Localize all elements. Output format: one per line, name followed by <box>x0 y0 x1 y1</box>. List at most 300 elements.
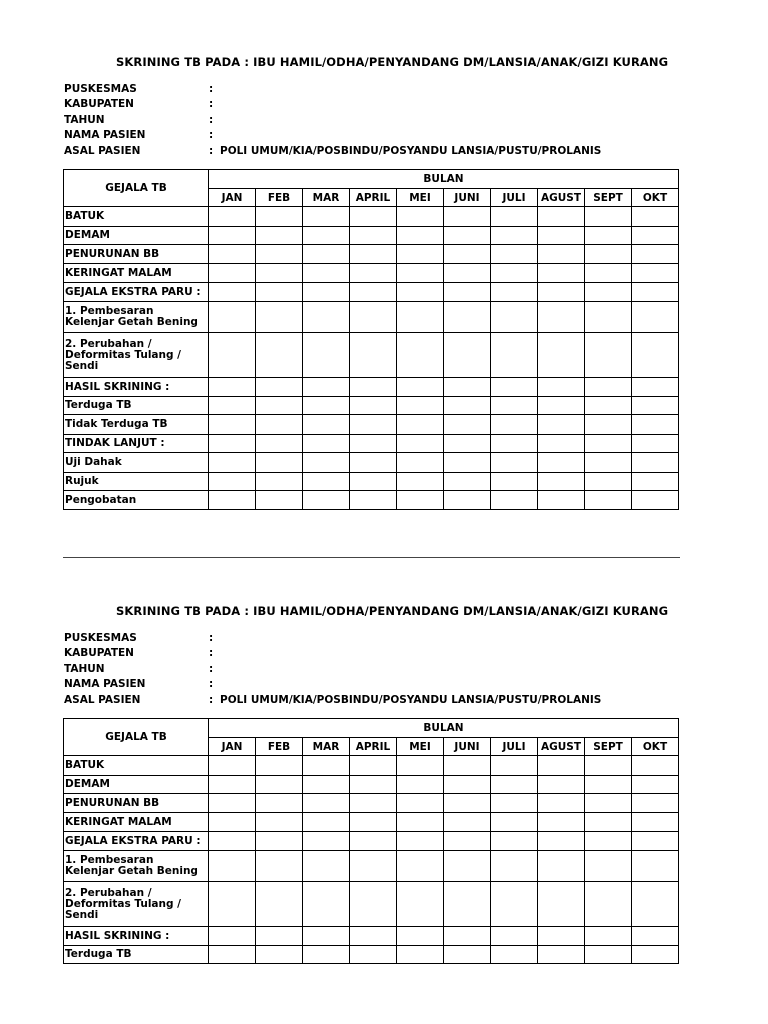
month-header: JUNI <box>444 189 491 207</box>
entry-cell[interactable] <box>303 378 350 397</box>
entry-cell[interactable] <box>632 264 679 283</box>
entry-cell[interactable] <box>256 207 303 227</box>
entry-cell[interactable] <box>209 245 256 264</box>
entry-cell[interactable] <box>209 756 256 776</box>
entry-cell[interactable] <box>491 264 538 283</box>
field-colon: : <box>209 113 214 126</box>
entry-cell[interactable] <box>444 245 491 264</box>
entry-cell[interactable] <box>538 264 585 283</box>
months-header: BULAN <box>209 719 679 738</box>
row-label: TINDAK LANJUT : <box>64 435 209 453</box>
entry-cell[interactable] <box>350 227 397 245</box>
entry-cell[interactable] <box>632 207 679 227</box>
entry-cell[interactable] <box>397 207 444 227</box>
month-header: JUNI <box>444 738 491 756</box>
entry-cell[interactable] <box>585 264 632 283</box>
entry-cell[interactable] <box>444 333 491 378</box>
entry-cell[interactable] <box>491 227 538 245</box>
entry-cell[interactable] <box>350 813 397 832</box>
entry-cell[interactable] <box>585 491 632 510</box>
entry-cell[interactable] <box>538 832 585 851</box>
entry-cell[interactable] <box>256 397 303 415</box>
entry-cell[interactable] <box>397 435 444 453</box>
entry-cell[interactable] <box>538 491 585 510</box>
entry-cell[interactable] <box>303 415 350 435</box>
entry-cell[interactable] <box>491 832 538 851</box>
row-label: 1. Pembesaran Kelenjar Getah Bening <box>64 851 209 882</box>
table-row <box>64 378 679 397</box>
entry-cell[interactable] <box>538 776 585 794</box>
entry-cell[interactable] <box>585 813 632 832</box>
entry-cell[interactable] <box>350 333 397 378</box>
entry-cell[interactable] <box>538 756 585 776</box>
entry-cell[interactable] <box>491 283 538 302</box>
row-label: BATUK <box>64 207 209 227</box>
entry-cell[interactable] <box>397 397 444 415</box>
table-row <box>64 415 679 435</box>
entry-cell[interactable] <box>303 245 350 264</box>
entry-cell[interactable] <box>538 435 585 453</box>
entry-cell[interactable] <box>209 415 256 435</box>
entry-cell[interactable] <box>303 435 350 453</box>
entry-cell[interactable] <box>491 927 538 946</box>
entry-cell[interactable] <box>444 453 491 473</box>
entry-cell[interactable] <box>256 435 303 453</box>
entry-cell[interactable] <box>209 776 256 794</box>
entry-cell[interactable] <box>444 302 491 333</box>
entry-cell[interactable] <box>256 378 303 397</box>
entry-cell[interactable] <box>350 415 397 435</box>
entry-cell[interactable] <box>397 264 444 283</box>
field-colon: : <box>209 98 214 111</box>
entry-cell[interactable] <box>397 927 444 946</box>
entry-cell[interactable] <box>397 794 444 813</box>
table-row <box>64 264 679 283</box>
entry-cell[interactable] <box>585 473 632 491</box>
entry-cell[interactable] <box>350 302 397 333</box>
entry-cell[interactable] <box>585 453 632 473</box>
month-header: MEI <box>397 189 444 207</box>
entry-cell[interactable] <box>209 832 256 851</box>
entry-cell[interactable] <box>491 453 538 473</box>
entry-cell[interactable] <box>491 491 538 510</box>
entry-cell[interactable] <box>209 207 256 227</box>
entry-cell[interactable] <box>350 473 397 491</box>
entry-cell[interactable] <box>303 453 350 473</box>
field-label: TAHUN <box>64 113 105 126</box>
month-header: JAN <box>209 738 256 756</box>
row-label: KERINGAT MALAM <box>64 813 209 832</box>
entry-cell[interactable] <box>444 227 491 245</box>
entry-cell[interactable] <box>632 333 679 378</box>
entry-cell[interactable] <box>632 302 679 333</box>
entry-cell[interactable] <box>209 453 256 473</box>
entry-cell[interactable] <box>303 776 350 794</box>
table-row <box>64 813 679 832</box>
entry-cell[interactable] <box>444 756 491 776</box>
entry-cell[interactable] <box>256 491 303 510</box>
entry-cell[interactable] <box>444 207 491 227</box>
entry-cell[interactable] <box>585 756 632 776</box>
entry-cell[interactable] <box>632 473 679 491</box>
entry-cell[interactable] <box>209 435 256 453</box>
entry-cell[interactable] <box>444 491 491 510</box>
entry-cell[interactable] <box>256 415 303 435</box>
entry-cell[interactable] <box>585 207 632 227</box>
entry-cell[interactable] <box>444 882 491 927</box>
entry-cell[interactable] <box>632 882 679 927</box>
entry-cell[interactable] <box>444 264 491 283</box>
table-row <box>64 207 679 227</box>
month-header: APRIL <box>350 189 397 207</box>
month-header: OKT <box>632 738 679 756</box>
entry-cell[interactable] <box>632 794 679 813</box>
entry-cell[interactable] <box>350 776 397 794</box>
entry-cell[interactable] <box>632 927 679 946</box>
entry-cell[interactable] <box>632 283 679 302</box>
entry-cell[interactable] <box>209 882 256 927</box>
entry-cell[interactable] <box>538 813 585 832</box>
entry-cell[interactable] <box>538 794 585 813</box>
entry-cell[interactable] <box>538 415 585 435</box>
entry-cell[interactable] <box>444 794 491 813</box>
entry-cell[interactable] <box>397 283 444 302</box>
entry-cell[interactable] <box>585 397 632 415</box>
entry-cell[interactable] <box>491 756 538 776</box>
entry-cell[interactable] <box>397 756 444 776</box>
entry-cell[interactable] <box>538 882 585 927</box>
entry-cell[interactable] <box>632 415 679 435</box>
table-row <box>64 302 679 333</box>
entry-cell[interactable] <box>585 927 632 946</box>
month-header: JULI <box>491 738 538 756</box>
entry-cell[interactable] <box>303 794 350 813</box>
entry-cell[interactable] <box>491 333 538 378</box>
entry-cell[interactable] <box>444 927 491 946</box>
entry-cell[interactable] <box>538 227 585 245</box>
entry-cell[interactable] <box>491 397 538 415</box>
entry-cell[interactable] <box>209 473 256 491</box>
row-label: Terduga TB <box>64 946 209 964</box>
entry-cell[interactable] <box>303 397 350 415</box>
entry-cell[interactable] <box>350 245 397 264</box>
table-row <box>64 283 679 302</box>
entry-cell[interactable] <box>585 882 632 927</box>
entry-cell[interactable] <box>491 794 538 813</box>
entry-cell[interactable] <box>397 227 444 245</box>
entry-cell[interactable] <box>350 946 397 964</box>
entry-cell[interactable] <box>350 491 397 510</box>
entry-cell[interactable] <box>585 378 632 397</box>
entry-cell[interactable] <box>350 378 397 397</box>
field-colon: : <box>209 632 214 644</box>
entry-cell[interactable] <box>397 333 444 378</box>
entry-cell[interactable] <box>491 378 538 397</box>
entry-cell[interactable] <box>538 333 585 378</box>
entry-cell[interactable] <box>397 245 444 264</box>
entry-cell[interactable] <box>397 832 444 851</box>
entry-cell[interactable] <box>397 946 444 964</box>
entry-cell[interactable] <box>444 851 491 882</box>
entry-cell[interactable] <box>303 491 350 510</box>
entry-cell[interactable] <box>256 453 303 473</box>
month-header: SEPT <box>585 189 632 207</box>
field-colon: : <box>209 129 214 142</box>
table-row <box>64 794 679 813</box>
table-row <box>64 851 679 882</box>
table-row <box>64 491 679 510</box>
row-label: PENURUNAN BB <box>64 794 209 813</box>
field-label: NAMA PASIEN <box>64 678 146 691</box>
entry-cell[interactable] <box>209 813 256 832</box>
entry-cell[interactable] <box>256 264 303 283</box>
entry-cell[interactable] <box>585 245 632 264</box>
row-label: Tidak Terduga TB <box>64 415 209 435</box>
entry-cell[interactable] <box>491 851 538 882</box>
entry-cell[interactable] <box>209 946 256 964</box>
entry-cell[interactable] <box>397 378 444 397</box>
entry-cell[interactable] <box>538 453 585 473</box>
form-title: SKRINING TB PADA : IBU HAMIL/ODHA/PENYANDANG DM/LANSIA/ANAK/GIZI KURANG <box>116 604 669 618</box>
entry-cell[interactable] <box>209 927 256 946</box>
row-label: PENURUNAN BB <box>64 245 209 264</box>
entry-cell[interactable] <box>632 245 679 264</box>
row-label: 2. Perubahan / Deformitas Tulang / Sendi <box>64 882 209 927</box>
entry-cell[interactable] <box>632 453 679 473</box>
entry-cell[interactable] <box>397 776 444 794</box>
entry-cell[interactable] <box>632 946 679 964</box>
entry-cell[interactable] <box>256 756 303 776</box>
entry-cell[interactable] <box>209 397 256 415</box>
entry-cell[interactable] <box>585 851 632 882</box>
entry-cell[interactable] <box>303 882 350 927</box>
entry-cell[interactable] <box>491 882 538 927</box>
entry-cell[interactable] <box>350 453 397 473</box>
entry-cell[interactable] <box>538 283 585 302</box>
entry-cell[interactable] <box>538 397 585 415</box>
entry-cell[interactable] <box>632 227 679 245</box>
entry-cell[interactable] <box>397 302 444 333</box>
field-label: NAMA PASIEN <box>64 129 146 142</box>
month-header: OKT <box>632 189 679 207</box>
entry-cell[interactable] <box>303 264 350 283</box>
month-header: APRIL <box>350 738 397 756</box>
entry-cell[interactable] <box>444 283 491 302</box>
entry-cell[interactable] <box>256 851 303 882</box>
row-label: 1. Pembesaran Kelenjar Getah Bening <box>64 302 209 333</box>
month-header: MAR <box>303 189 350 207</box>
entry-cell[interactable] <box>209 378 256 397</box>
entry-cell[interactable] <box>209 491 256 510</box>
field-colon: : <box>209 83 214 95</box>
entry-cell[interactable] <box>397 473 444 491</box>
entry-cell[interactable] <box>585 435 632 453</box>
field-colon: : <box>209 693 214 706</box>
entry-cell[interactable] <box>585 333 632 378</box>
entry-cell[interactable] <box>632 832 679 851</box>
entry-cell[interactable] <box>632 776 679 794</box>
entry-cell[interactable] <box>256 245 303 264</box>
entry-cell[interactable] <box>350 435 397 453</box>
entry-cell[interactable] <box>397 851 444 882</box>
entry-cell[interactable] <box>491 946 538 964</box>
entry-cell[interactable] <box>397 415 444 435</box>
entry-cell[interactable] <box>632 756 679 776</box>
entry-cell[interactable] <box>444 397 491 415</box>
entry-cell[interactable] <box>444 813 491 832</box>
entry-cell[interactable] <box>632 851 679 882</box>
entry-cell[interactable] <box>303 946 350 964</box>
entry-cell[interactable] <box>538 946 585 964</box>
entry-cell[interactable] <box>256 832 303 851</box>
entry-cell[interactable] <box>444 776 491 794</box>
entry-cell[interactable] <box>303 832 350 851</box>
entry-cell[interactable] <box>209 851 256 882</box>
entry-cell[interactable] <box>303 756 350 776</box>
entry-cell[interactable] <box>256 302 303 333</box>
entry-cell[interactable] <box>538 378 585 397</box>
entry-cell[interactable] <box>632 813 679 832</box>
entry-cell[interactable] <box>350 264 397 283</box>
table-row <box>64 756 679 776</box>
row-label: DEMAM <box>64 776 209 794</box>
entry-cell[interactable] <box>256 227 303 245</box>
row-label: Rujuk <box>64 473 209 491</box>
entry-cell[interactable] <box>209 333 256 378</box>
entry-cell[interactable] <box>350 207 397 227</box>
field-label: ASAL PASIEN <box>64 144 141 157</box>
entry-cell[interactable] <box>256 283 303 302</box>
entry-cell[interactable] <box>632 397 679 415</box>
entry-cell[interactable] <box>491 813 538 832</box>
entry-cell[interactable] <box>632 378 679 397</box>
entry-cell[interactable] <box>444 832 491 851</box>
entry-cell[interactable] <box>585 415 632 435</box>
month-header: MEI <box>397 738 444 756</box>
table-row <box>64 927 679 946</box>
entry-cell[interactable] <box>585 832 632 851</box>
entry-cell[interactable] <box>491 776 538 794</box>
entry-cell[interactable] <box>303 227 350 245</box>
entry-cell[interactable] <box>256 794 303 813</box>
field-label: TAHUN <box>64 662 105 675</box>
entry-cell[interactable] <box>303 283 350 302</box>
entry-cell[interactable] <box>491 302 538 333</box>
entry-cell[interactable] <box>397 813 444 832</box>
field-label: KABUPATEN <box>64 647 134 660</box>
row-label: GEJALA EKSTRA PARU : <box>64 832 209 851</box>
entry-cell[interactable] <box>209 283 256 302</box>
field-value: POLI UMUM/KIA/POSBINDU/POSYANDU LANSIA/PUSTU/PROLANIS <box>220 693 602 706</box>
table-row <box>64 832 679 851</box>
entry-cell[interactable] <box>350 283 397 302</box>
entry-cell[interactable] <box>397 453 444 473</box>
screening-table <box>63 718 679 964</box>
month-header: SEPT <box>585 738 632 756</box>
entry-cell[interactable] <box>350 397 397 415</box>
entry-cell[interactable] <box>632 435 679 453</box>
entry-cell[interactable] <box>303 302 350 333</box>
entry-cell[interactable] <box>444 415 491 435</box>
entry-cell[interactable] <box>350 832 397 851</box>
entry-cell[interactable] <box>397 882 444 927</box>
entry-cell[interactable] <box>256 946 303 964</box>
entry-cell[interactable] <box>303 927 350 946</box>
entry-cell[interactable] <box>585 794 632 813</box>
entry-cell[interactable] <box>209 227 256 245</box>
row-label: Pengobatan <box>64 491 209 510</box>
entry-cell[interactable] <box>256 927 303 946</box>
entry-cell[interactable] <box>444 378 491 397</box>
entry-cell[interactable] <box>350 927 397 946</box>
entry-cell[interactable] <box>256 882 303 927</box>
entry-cell[interactable] <box>256 776 303 794</box>
entry-cell[interactable] <box>538 245 585 264</box>
table-row <box>64 473 679 491</box>
entry-cell[interactable] <box>538 473 585 491</box>
entry-cell[interactable] <box>585 946 632 964</box>
entry-cell[interactable] <box>585 227 632 245</box>
field-label: PUSKESMAS <box>64 83 137 95</box>
entry-cell[interactable] <box>256 813 303 832</box>
entry-cell[interactable] <box>538 927 585 946</box>
symptom-header: GEJALA TB <box>64 719 209 756</box>
entry-cell[interactable] <box>256 473 303 491</box>
row-label: GEJALA EKSTRA PARU : <box>64 283 209 302</box>
entry-cell[interactable] <box>350 756 397 776</box>
entry-cell[interactable] <box>538 851 585 882</box>
table-row <box>64 453 679 473</box>
row-label: Terduga TB <box>64 397 209 415</box>
entry-cell[interactable] <box>303 207 350 227</box>
entry-cell[interactable] <box>397 491 444 510</box>
entry-cell[interactable] <box>303 851 350 882</box>
entry-cell[interactable] <box>303 333 350 378</box>
symptom-header: GEJALA TB <box>64 170 209 207</box>
entry-cell[interactable] <box>632 491 679 510</box>
month-header: AGUST <box>538 189 585 207</box>
entry-cell[interactable] <box>350 794 397 813</box>
screening-table <box>63 169 679 510</box>
entry-cell[interactable] <box>491 415 538 435</box>
entry-cell[interactable] <box>585 776 632 794</box>
entry-cell[interactable] <box>209 302 256 333</box>
entry-cell[interactable] <box>444 946 491 964</box>
entry-cell[interactable] <box>585 302 632 333</box>
entry-cell[interactable] <box>209 794 256 813</box>
entry-cell[interactable] <box>491 435 538 453</box>
entry-cell[interactable] <box>491 207 538 227</box>
entry-cell[interactable] <box>256 333 303 378</box>
entry-cell[interactable] <box>585 283 632 302</box>
table-row <box>64 946 679 964</box>
entry-cell[interactable] <box>538 207 585 227</box>
entry-cell[interactable] <box>491 473 538 491</box>
entry-cell[interactable] <box>350 882 397 927</box>
entry-cell[interactable] <box>538 302 585 333</box>
entry-cell[interactable] <box>350 851 397 882</box>
table-row <box>64 397 679 415</box>
entry-cell[interactable] <box>303 813 350 832</box>
entry-cell[interactable] <box>444 435 491 453</box>
entry-cell[interactable] <box>491 245 538 264</box>
month-header: FEB <box>256 189 303 207</box>
table-row <box>64 333 679 378</box>
entry-cell[interactable] <box>444 473 491 491</box>
entry-cell[interactable] <box>303 473 350 491</box>
form-title: SKRINING TB PADA : IBU HAMIL/ODHA/PENYANDANG DM/LANSIA/ANAK/GIZI KURANG <box>116 55 669 69</box>
entry-cell[interactable] <box>209 264 256 283</box>
